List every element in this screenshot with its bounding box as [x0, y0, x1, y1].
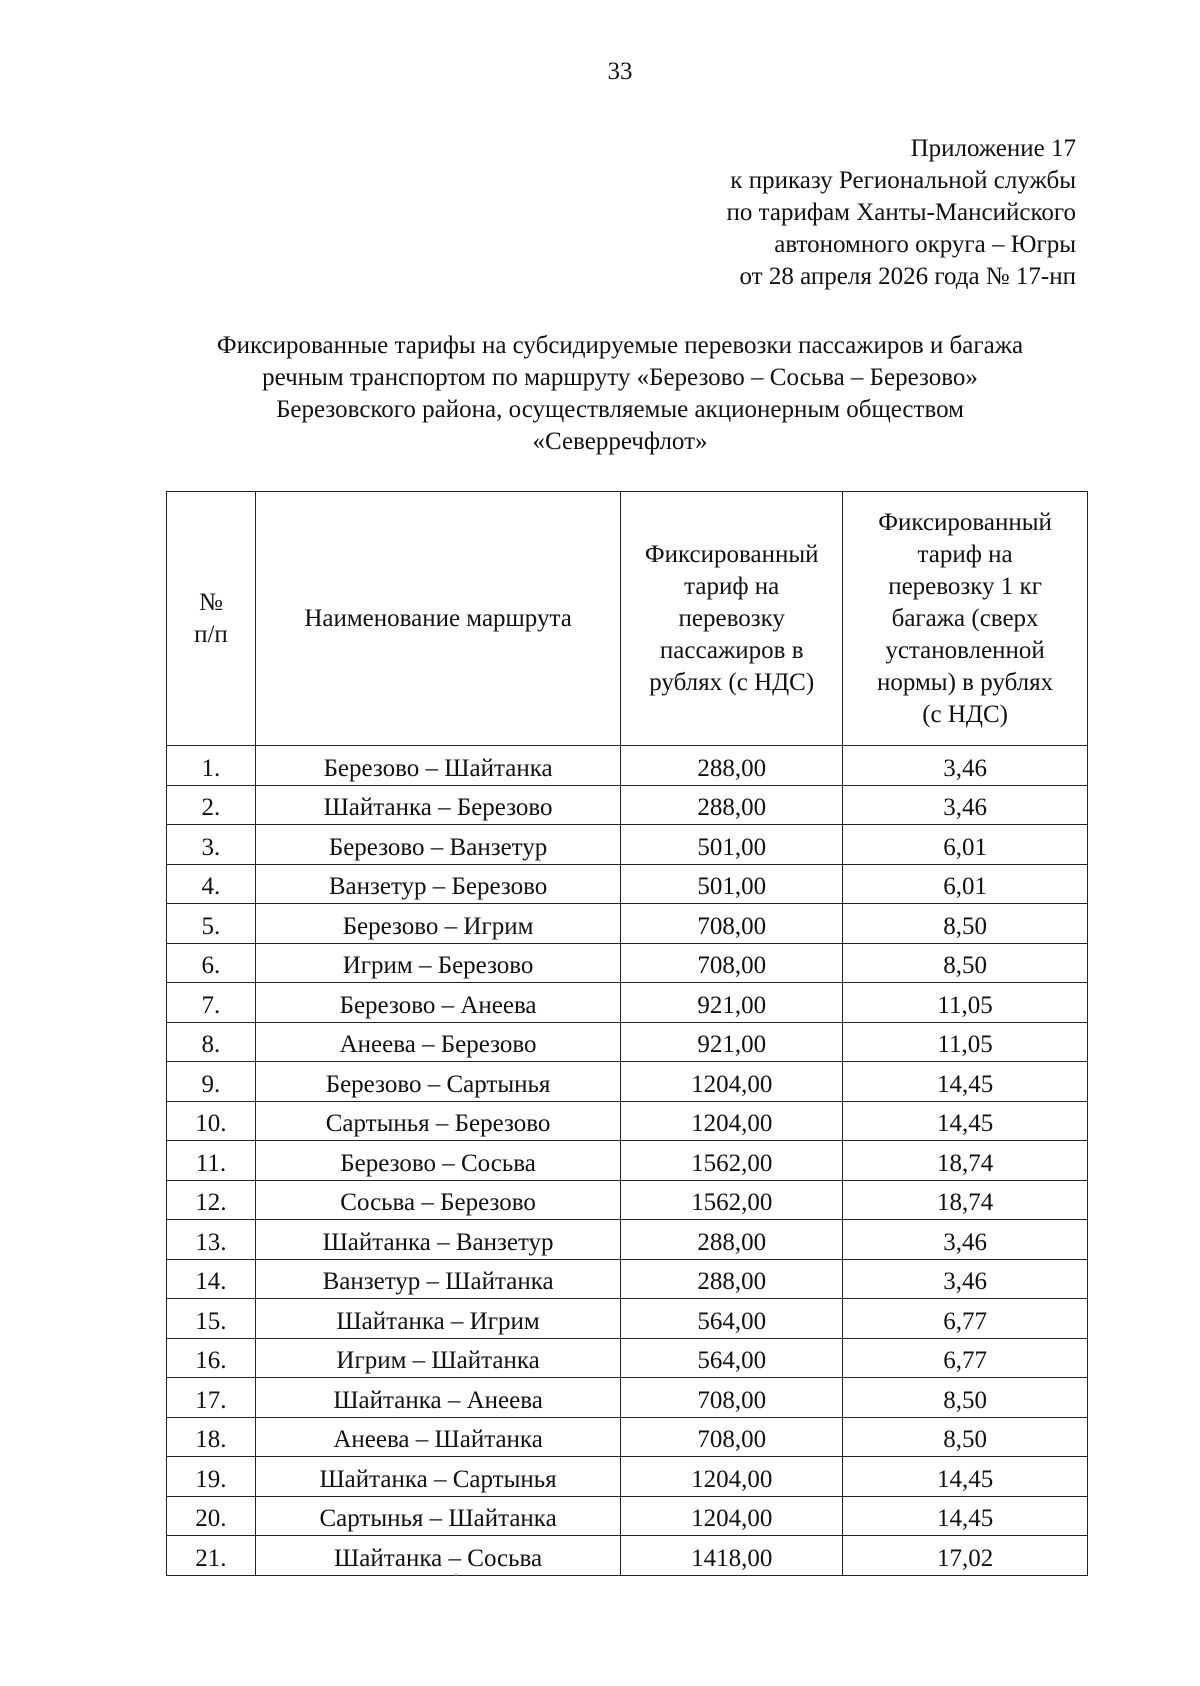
title-line: Березовского района, осуществляемые акционерным обществом [276, 396, 964, 423]
appendix-line: от 28 апреля 2026 года № 17-нп [739, 263, 1076, 290]
cell-baggage-tariff: 6,77 [843, 1338, 1088, 1378]
cell-baggage-tariff: 18,74 [843, 1180, 1088, 1220]
cell-passenger-tariff: 921,00 [621, 983, 843, 1023]
header-line: Наименование маршрута [304, 604, 572, 632]
table-row [167, 1417, 1088, 1457]
table-row [167, 1299, 1088, 1339]
cell-baggage-tariff: 6,01 [843, 864, 1088, 904]
table-row [167, 1220, 1088, 1260]
cell-passenger-tariff: 921,00 [621, 1022, 843, 1062]
appendix-line: автономного округа – Югры [774, 231, 1076, 258]
table-row [167, 1496, 1088, 1536]
table-row [167, 746, 1088, 786]
table-row [167, 1022, 1088, 1062]
cell-baggage-tariff: 14,45 [843, 1062, 1088, 1102]
table-row [167, 1378, 1088, 1418]
header-line: Фиксированный [878, 508, 1052, 536]
cell-route: Игрим – Шайтанка [255, 1338, 620, 1378]
header-line: багажа (сверх [891, 604, 1039, 632]
cell-passenger-tariff: 288,00 [621, 1259, 843, 1299]
table-row [167, 1062, 1088, 1102]
cell-passenger-tariff: 708,00 [621, 904, 843, 944]
cell-passenger-tariff: 1562,00 [621, 1180, 843, 1220]
header-line: рублях (с НДС) [649, 668, 815, 696]
header-line: тариф на [917, 540, 1013, 568]
cell-baggage-tariff: 14,45 [843, 1457, 1088, 1497]
cell-route: Березово – Игрим [255, 904, 620, 944]
header-line: установленной [885, 636, 1045, 664]
cell-num: 5. [167, 904, 256, 944]
cell-passenger-tariff: 708,00 [621, 943, 843, 983]
cell-num: 1. [167, 746, 256, 786]
title-line: Фиксированные тарифы на субсидируемые перевозки пассажиров и багажа [216, 332, 1024, 359]
tariff-table [166, 491, 1088, 1576]
cell-num: 21. [167, 1536, 256, 1576]
header-num [167, 492, 256, 746]
cell-num: 7. [167, 983, 256, 1023]
cell-route: Березово – Анеева [255, 983, 620, 1023]
cell-baggage-tariff: 14,45 [843, 1101, 1088, 1141]
cell-route: Игрим – Березово [255, 943, 620, 983]
cell-num: 6. [167, 943, 256, 983]
cell-route: Березово – Ванзетур [255, 825, 620, 865]
cell-baggage-tariff: 17,02 [843, 1536, 1088, 1576]
cell-baggage-tariff: 18,74 [843, 1141, 1088, 1181]
table-row [167, 1180, 1088, 1220]
cell-route: Шайтанка – Березово [255, 785, 620, 825]
cell-num: 11. [167, 1141, 256, 1181]
title-line: речным транспортом по маршруту «Березово – Сосьва – Березово» [262, 364, 978, 391]
cell-route: Березово – Сосьва [255, 1141, 620, 1181]
table-row [167, 983, 1088, 1023]
table-row [167, 785, 1088, 825]
cell-route: Сартынья – Березово [255, 1101, 620, 1141]
cell-num: 2. [167, 785, 256, 825]
header-line: (с НДС) [922, 700, 1008, 728]
cell-passenger-tariff: 708,00 [621, 1417, 843, 1457]
header-line: нормы) в рублях [876, 668, 1054, 696]
cell-baggage-tariff: 6,77 [843, 1299, 1088, 1339]
cell-route: Сосьва – Березово [255, 1180, 620, 1220]
cell-baggage-tariff: 11,05 [843, 983, 1088, 1023]
cell-num: 16. [167, 1338, 256, 1378]
cell-passenger-tariff: 564,00 [621, 1338, 843, 1378]
cell-num: 18. [167, 1417, 256, 1457]
cell-baggage-tariff: 3,46 [843, 1220, 1088, 1260]
cell-num: 15. [167, 1299, 256, 1339]
page-number: 33 [607, 58, 633, 85]
cell-baggage-tariff: 3,46 [843, 785, 1088, 825]
cell-baggage-tariff: 8,50 [843, 904, 1088, 944]
cell-route: Березово – Шайтанка [255, 746, 620, 786]
appendix-line: Приложение 17 [910, 135, 1076, 162]
cell-num: 20. [167, 1496, 256, 1536]
cell-route: Ванзетур – Шайтанка [255, 1259, 620, 1299]
table-row [167, 825, 1088, 865]
header-line: перевозку [678, 604, 785, 632]
table-header-row [167, 492, 1088, 746]
cell-baggage-tariff: 6,01 [843, 825, 1088, 865]
cell-passenger-tariff: 1204,00 [621, 1496, 843, 1536]
cell-num: 9. [167, 1062, 256, 1102]
appendix-block [727, 133, 1076, 293]
cell-route: Шайтанка – Ванзетур [255, 1220, 620, 1260]
appendix-line: к приказу Региональной службы [730, 167, 1076, 194]
cell-passenger-tariff: 501,00 [621, 825, 843, 865]
cell-num: 14. [167, 1259, 256, 1299]
cell-route: Шайтанка – Сартынья [255, 1457, 620, 1497]
cell-baggage-tariff: 3,46 [843, 1259, 1088, 1299]
table-row [167, 1457, 1088, 1497]
cell-route: Шайтанка – Игрим [255, 1299, 620, 1339]
header-route [255, 492, 620, 746]
table-row [167, 1536, 1088, 1576]
table-row [167, 1338, 1088, 1378]
cell-passenger-tariff: 288,00 [621, 785, 843, 825]
header-line: № [199, 588, 223, 616]
cell-passenger-tariff: 1204,00 [621, 1457, 843, 1497]
document-title [130, 330, 1110, 458]
cell-route: Сартынья – Шайтанка [255, 1496, 620, 1536]
table-row [167, 1259, 1088, 1299]
cell-route: Анеева – Шайтанка [255, 1417, 620, 1457]
header-line: пассажиров в [659, 636, 804, 664]
cell-passenger-tariff: 1204,00 [621, 1101, 843, 1141]
cell-passenger-tariff: 288,00 [621, 746, 843, 786]
header-baggage-tariff [843, 492, 1088, 746]
header-line: перевозку 1 кг [888, 572, 1042, 600]
cell-passenger-tariff: 1204,00 [621, 1062, 843, 1102]
cell-num: 8. [167, 1022, 256, 1062]
cell-route: Березово – Сартынья [255, 1062, 620, 1102]
cell-num: 17. [167, 1378, 256, 1418]
table-row [167, 904, 1088, 944]
cell-num: 10. [167, 1101, 256, 1141]
header-line: п/п [194, 620, 228, 648]
cell-passenger-tariff: 1418,00 [621, 1536, 843, 1576]
cell-passenger-tariff: 564,00 [621, 1299, 843, 1339]
title-line: «Северречфлот» [532, 428, 708, 455]
header-line: тариф на [684, 572, 780, 600]
cell-num: 12. [167, 1180, 256, 1220]
table-row [167, 1141, 1088, 1181]
cell-passenger-tariff: 501,00 [621, 864, 843, 904]
header-passenger-tariff [621, 492, 843, 746]
cell-route: Ванзетур – Березово [255, 864, 620, 904]
cell-passenger-tariff: 1562,00 [621, 1141, 843, 1181]
cell-baggage-tariff: 8,50 [843, 1417, 1088, 1457]
table-row [167, 943, 1088, 983]
cell-passenger-tariff: 708,00 [621, 1378, 843, 1418]
cell-num: 3. [167, 825, 256, 865]
cell-route: Шайтанка – Анеева [255, 1378, 620, 1418]
table-row [167, 864, 1088, 904]
cell-num: 19. [167, 1457, 256, 1497]
scan-speck [455, 1574, 457, 1576]
cell-route: Анеева – Березово [255, 1022, 620, 1062]
table-row [167, 1101, 1088, 1141]
cell-baggage-tariff: 3,46 [843, 746, 1088, 786]
cell-baggage-tariff: 8,50 [843, 943, 1088, 983]
cell-baggage-tariff: 8,50 [843, 1378, 1088, 1418]
cell-passenger-tariff: 288,00 [621, 1220, 843, 1260]
appendix-line: по тарифам Ханты-Мансийского [726, 199, 1076, 226]
cell-num: 4. [167, 864, 256, 904]
cell-baggage-tariff: 11,05 [843, 1022, 1088, 1062]
header-line: Фиксированный [644, 540, 819, 568]
cell-num: 13. [167, 1220, 256, 1260]
cell-baggage-tariff: 14,45 [843, 1496, 1088, 1536]
cell-route: Шайтанка – Сосьва [255, 1536, 620, 1576]
